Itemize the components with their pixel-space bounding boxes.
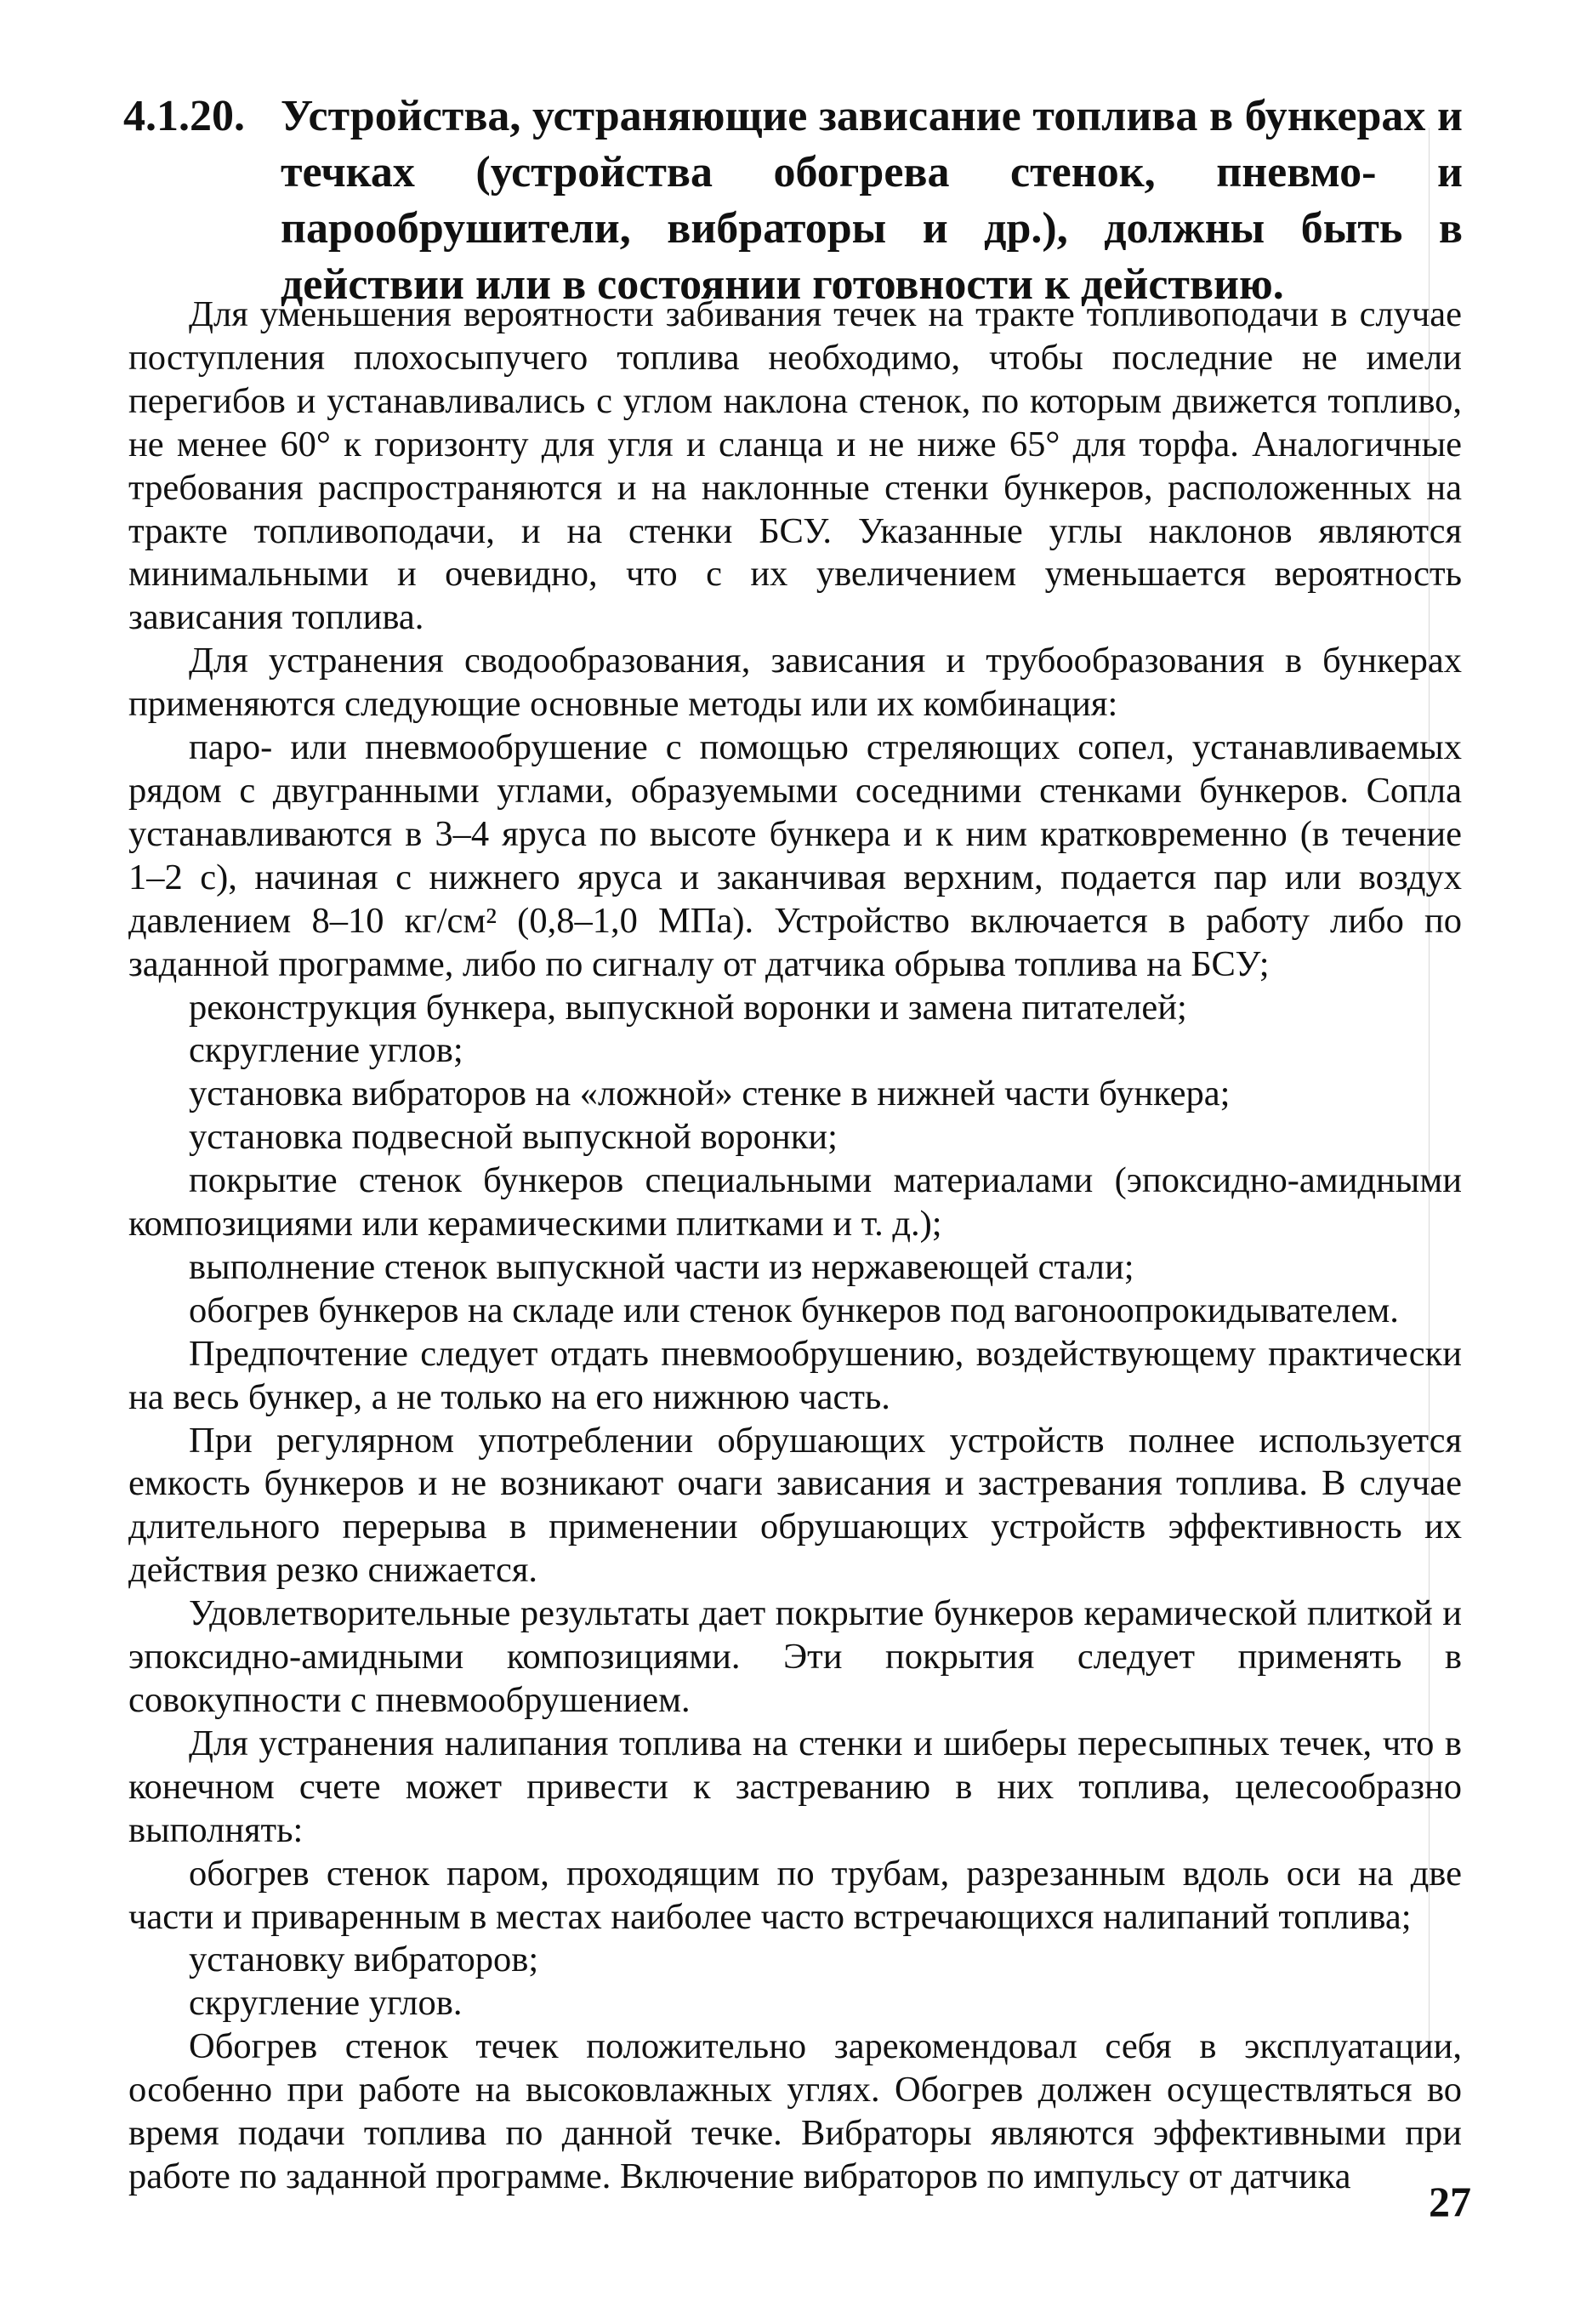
paragraph: обогрев стенок паром, проходящим по трубам, разрезанным вдоль оси на две части и приваренным в местах наиболее часто встречающихся налипаний топлива;: [128, 1853, 1462, 1937]
paragraph: обогрев бункеров на складе или стенок бункеров под вагоноопрокидывателем.: [189, 1290, 1399, 1330]
section-number: 4.1.20.: [123, 92, 245, 140]
paragraph: установка вибраторов на «ложной» стенке в нижней части бункера;: [189, 1074, 1231, 1114]
paragraph: скругление углов.: [189, 1983, 463, 2024]
paragraph: скругление углов;: [189, 1030, 463, 1071]
paragraph: Для устранения сводообразования, зависания и трубообразования в бункерах применяются следующие основные методы или их комбинация:: [128, 641, 1462, 725]
paragraph: выполнение стенок выпускной части из нержавеющей стали;: [189, 1246, 1134, 1287]
paragraph: установку вибраторов;: [189, 1940, 539, 1980]
body-text: [128, 293, 1462, 2199]
page-number: 27: [1429, 2178, 1471, 2225]
paragraph: При регулярном употреблении обрушающих устройств полнее используется емкость бункеров и не возникают очаги зависания и застревания топлива. В случае длительного перерыва в применении обрушающих устройств эффективность их действия резко снижается.: [128, 1420, 1462, 1591]
paragraph: Удовлетворительные результаты дает покрытие бункеров керамической плиткой и эпоксидно-амидными композициями. Эти покрытия следует применять в совокупности с пневмообрушением.: [128, 1593, 1462, 1720]
paragraph: Для устранения налипания топлива на стенки и шиберы пересыпных течек, что в конечном счете может привести к застреванию в них топлива, целесообразно выполнять:: [128, 1723, 1462, 1850]
paragraph: Предпочтение следует отдать пневмообрушению, воздействующему практически на весь бункер, а не только на его нижнюю часть.: [128, 1333, 1462, 1417]
paragraph: покрытие стенок бункеров специальными материалами (эпоксидно-амидными композициями или керамическими плитками и т. д.);: [128, 1160, 1462, 1245]
section-title: Устройства, устраняющие зависание топлива в бункерах и течках (устройства обогрева стенок, пневмо- и парообрушители, вибраторы и др.), должны быть в действии или в состоянии готовности к действию.: [281, 92, 1463, 309]
paragraph: Обогрев стенок течек положительно зарекомендовал себя в эксплуатации, особенно при работе на высоковлажных углях. Обогрев должен осуществляться во время подачи топлива по данной течке. Вибраторы являются эффективными при работе по заданной программе. Включение вибраторов по импульсу от датчика: [128, 2026, 1462, 2196]
paragraph: Для уменьшения вероятности забивания течек на тракте топливоподачи в случае поступления плохосыпучего топлива необходимо, чтобы последние не имели перегибов и устанавливались с углом наклона стенок, по которым движется топливо, не менее 60° к горизонту для угля и сланца и не ниже 65° для торфа. Аналогичные требования распространяются и на наклонные стенки бункеров, расположенных на тракте топливоподачи, и на стенки БСУ. Указанные углы наклонов являются минимальными и очевидно, что с их увеличением уменьшается вероятность зависания топлива.: [128, 294, 1462, 638]
paragraph: реконструкция бункера, выпускной воронки и замена питателей;: [189, 987, 1187, 1028]
section-heading: [123, 88, 1463, 313]
paragraph: паро- или пневмообрушение с помощью стреляющих сопел, устанавливаемых рядом с двугранными углами, образуемыми соседними стенками бункеров. Сопла устанавливаются в 3–4 яруса по высоте бункера и к ним кратковременно (в течение 1–2 с), начиная с нижнего яруса и заканчивая верхним, подается пар или воздух давлением 8–10 кг/см² (0,8–1,0 МПа). Устройство включается в работу либо по заданной программе, либо по сигналу от датчика обрыва топлива на БСУ;: [128, 727, 1462, 984]
paragraph: установка подвесной выпускной воронки;: [189, 1117, 838, 1158]
